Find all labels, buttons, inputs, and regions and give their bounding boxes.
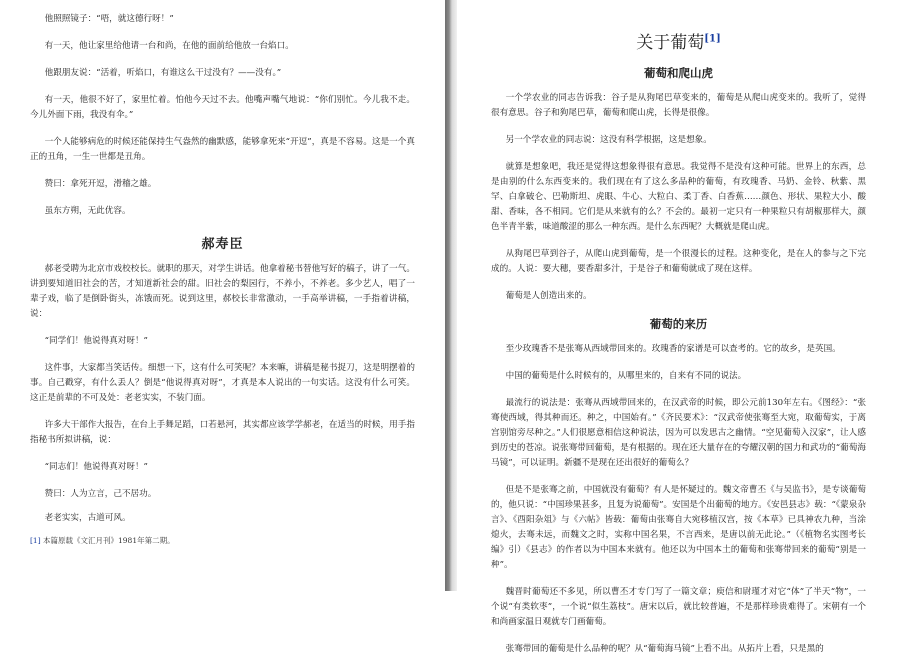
paragraph: 至少玫瑰香不是张骞从西域带回来的。玫瑰香的家谱是可以查考的。它的故乡，是英国。: [505, 344, 841, 354]
footnote-text: 本篇原载《文汇月刊》1981年第二期。: [43, 536, 175, 545]
paragraph: 魏晋时葡萄还不多见，所以曹丕才专门写了一篇文章；庾信和尉瑾才对它“体”了半天“物”，一个说“有类软枣”，一个说“似生荔枝”。唐宋以后，就比较普遍，不是那样珍贵难得了。宋朝有一个和尚画家温日观就专门画葡萄。: [491, 587, 866, 627]
paragraph: 从狗尾巴草到谷子，从爬山虎到葡萄，是一个很漫长的过程。这种变化，是在人的参与之下完成的。人说：要大穗，要香甜多汁，于是谷子和葡萄就成了现在这样。: [491, 249, 866, 274]
paragraph: 许多大干部作大报告，在台上手舞足蹈，口若悬河，其实都应该学学郝老，在适当的时候，用手指指秘书所拟讲稿，说：: [30, 420, 415, 445]
chapter-title-text: 关于葡萄: [636, 33, 705, 53]
section-title: 葡萄和爬山虎: [644, 66, 713, 80]
footnote-ref-link[interactable]: [1]: [30, 536, 41, 545]
section-title: 郝寿臣: [201, 237, 244, 252]
paragraph: 赞曰：拿死开逗，滑稽之雄。: [44, 179, 157, 189]
paragraph: 另一个学农业的同志说：这没有科学根据，这是想象。: [505, 135, 712, 145]
paragraph: 中国的葡萄是什么时候有的，从哪里来的，自来有不同的说法。: [505, 371, 747, 381]
right-page: [457, 0, 900, 654]
paragraph: 一个学农业的同志告诉我：谷子是从狗尾巴草变来的，葡萄是从爬山虎变来的。我听了，觉得很有意思。谷子和狗尾巴草，葡萄和爬山虎，长得是很像。: [491, 93, 866, 118]
paragraph: 赞曰：人为立言，己不居功。: [44, 489, 157, 499]
page-divider: [445, 0, 457, 591]
paragraph: 虽东方朔，无此优容。: [44, 206, 131, 216]
footnote: [30, 535, 415, 547]
paragraph: 最流行的说法是：张骞从西域带回来的，在汉武帝的时候，即公元前130年左右。《图经》：“张骞使西域，得其种而还。种之，中国始有。”《齐民要术》：“汉武帝使张骞至大宛，取葡萄实，于离宫别馆旁尽种之。”人们很愿意相信这种说法，因为可以发思古之幽情。“空见葡萄入汉家”，让人感到历史的苍凉。说张骞带回葡萄，是有根据的。现在还大量存在的夸耀汉朝的国力和武功的“葡萄海马镜”，可以证明。新疆不是现在还出很好的葡萄么？: [491, 398, 866, 468]
paragraph: 葡萄是人创造出来的。: [505, 291, 592, 301]
paragraph: 有一天，他很不好了，家里忙着。怕他今天过不去。他嘴声嘴气地说：“你们别忙。今儿我不走。今儿外面下雨，我没有伞。”: [30, 95, 415, 120]
paragraph: 他照照镜子：“唔，就这德行呀！”: [44, 14, 174, 24]
paragraph: “同志们！他说得真对呀！”: [44, 462, 148, 472]
paragraph: 一个人能够病危的时候还能保持生气盎然的幽默感，能够拿死来“开逗”，真是不容易。这是一个真正的丑角，一生一世都是丑角。: [30, 137, 415, 162]
paragraph: 就算是想象吧，我还是觉得这想象得很有意思。我觉得不是没有这种可能。世界上的东西，总是由别的什么东西变来的。我们现在有了这么多品种的葡萄，有玫瑰香、马奶、金铃、秋紫、黑罕、白拿破仑、巴勒斯坦、虎眼、牛心、大粒白、柔丁香、白香蕉……颜色、形状、果粒大小、酸甜、香味，各不相同。它们是从来就有的么？不会的。最初一定只有一种果粒只有胡椒那样大，颜色半青半紫，味道酸涩的那么一种东西。是什么东西呢？大概就是爬山虎。: [491, 162, 866, 232]
paragraph: 他跟朋友说：“活着，听焰口，有谁这么干过没有？——没有。”: [44, 68, 282, 78]
paragraph: 有一天，他让家里给他请一台和尚，在他的面前给他放一台焰口。: [44, 41, 294, 51]
paragraph: 这件事，大家都当笑话传。细想一下，这有什么可笑呢？本来嘛，讲稿是秘书捉刀，这是明摆着的事。自己戳穿，有什么丢人？倒是“他说得真对呀”，才真是本人说出的一句实话。这没有什么可笑。这正是前辈的不可及处：老老实实，不装门面。: [30, 363, 415, 403]
paragraph: “同学们！他说得真对呀！”: [44, 336, 148, 346]
paragraph: 但是不是张骞之前，中国就没有葡萄？有人是怀疑过的。魏文帝曹丕《与吴监书》，是专谈葡萄的，他只说：“中国珍果甚多，且复为说葡萄”。安国是个出葡萄的地方。《安邑县志》载：“《蒙泉杂言》、《酉阳杂俎》与《六帖》皆载：葡萄由张骞自大宛移植汉宫，按《本草》已具神农九种，当涂熄火，去骞未远，而魏文之时，实称中国名果，不言西来，是唐以前无此论。”（《植物名实图考长编》引）《县志》的作者以为中国本来就有。他还以为中国本土的葡萄和张骞带回来的葡萄“别是一种”。: [491, 485, 866, 570]
paragraph: 张骞带回的葡萄是什么品种的呢？从“葡萄海马镜”上看不出。从拓片上看，只是黑的: [505, 644, 824, 654]
chapter-title: [491, 28, 866, 53]
footnote-ref-link[interactable]: [1]: [704, 33, 721, 45]
paragraph: 郝老受聘为北京市戏校校长。就职的那天，对学生讲话。他拿着秘书替他写好的稿子，讲了一气。讲到要知道旧社会的苦，才知道新社会的甜。旧社会的梨园行，不养小，不养老。多少艺人，唱了一辈子戏，临了是倒卧街头，冻饿而死。说到这里，郝校长非常激动，一手高举讲稿，一手指着讲稿，说：: [30, 264, 415, 319]
paragraph: 老老实实，古道可风。: [44, 513, 131, 523]
section-title: 葡萄的来历: [649, 317, 708, 331]
left-page: [0, 0, 445, 591]
